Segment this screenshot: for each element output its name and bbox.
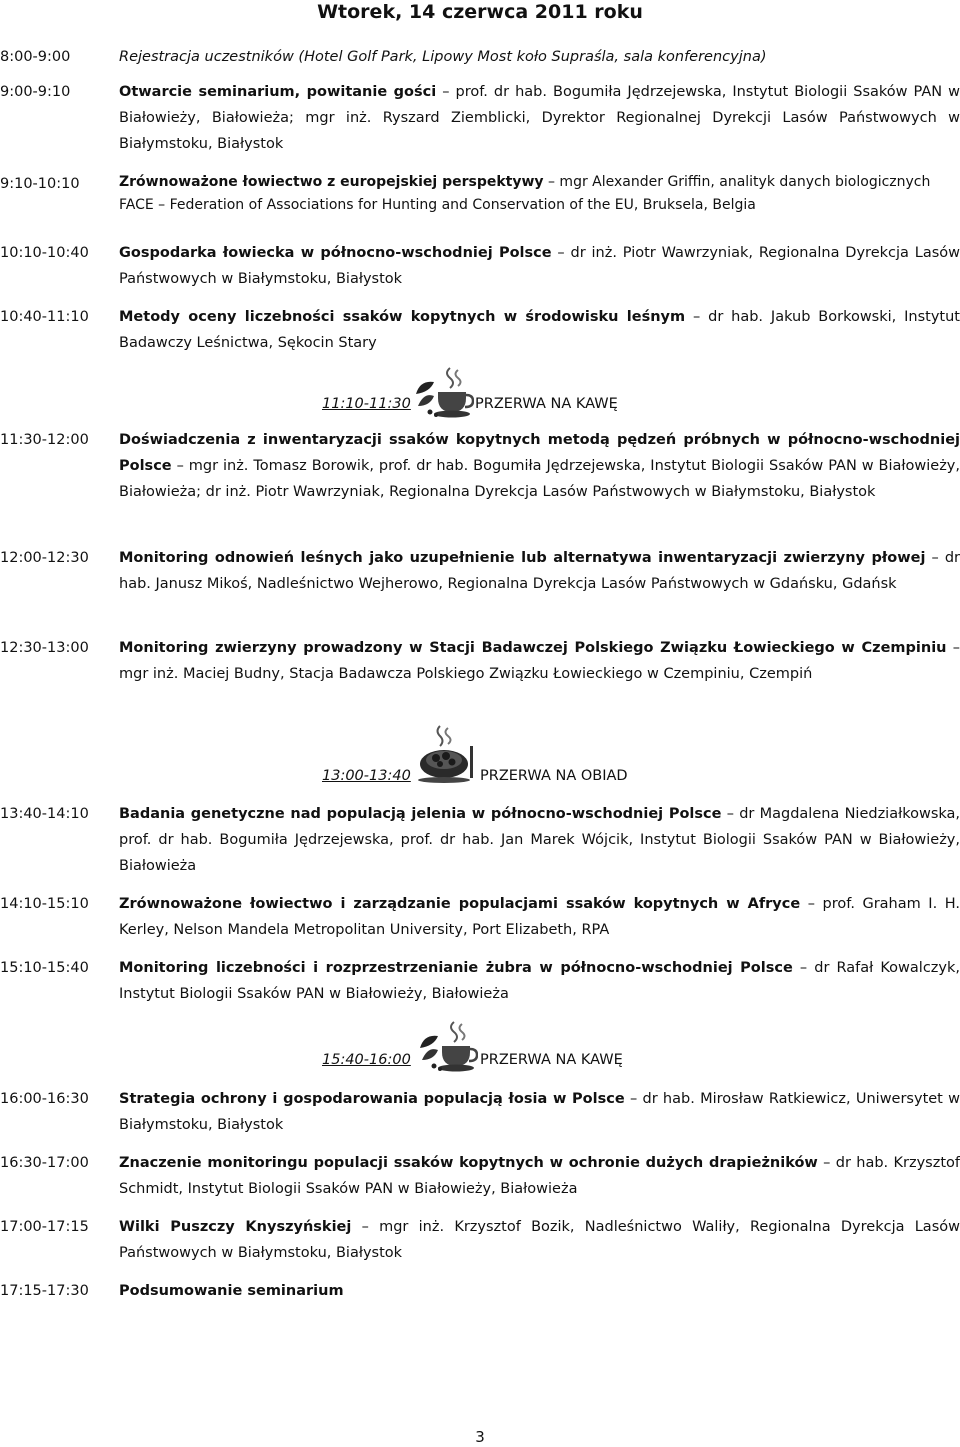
session-description — [119, 891, 960, 943]
session-description — [119, 240, 960, 292]
session-title: Zrównoważone łowiectwo z europejskiej perspektywy — [119, 174, 544, 190]
break-time: 13:00-13:40 — [322, 768, 411, 784]
session-speakers: Rejestracja uczestników (Hotel Golf Park, Lipowy Most koło Supraśla, sala konferencyjna) — [119, 49, 767, 65]
session-description — [119, 545, 960, 597]
session-speakers: – mgr inż. Krzysztof Bozik, Nadleśnictwo Waliły, Regionalna Dyrekcja Lasów Państwowych w Białymstoku, Białystok — [119, 1219, 960, 1261]
session-title: Badania genetyczne nad populacją jelenia w północno-wschodniej Polsce — [119, 806, 722, 822]
session-description — [119, 801, 960, 879]
coffee-cup-icon — [410, 364, 474, 420]
session-time: 16:00-16:30 — [0, 1091, 89, 1107]
session-description — [119, 635, 960, 687]
session-description — [119, 1214, 960, 1266]
session-title: Monitoring odnowień leśnych jako uzupełnienie lub alternatywa inwentaryzacji zwierzyny płowej — [119, 550, 926, 566]
break-label: PRZERWA NA KAWĘ — [475, 396, 618, 412]
break-label: PRZERWA NA OBIAD — [480, 768, 628, 784]
session-time: 17:00-17:15 — [0, 1219, 89, 1235]
dinner-plate-icon — [414, 724, 478, 780]
session-speakers: – dr hab. Janusz Mikoś, Nadleśnictwo Wejherowo, Regionalna Dyrekcja Lasów Państwowych w Gdańsku, Gdańsk — [119, 550, 960, 592]
session-speakers: – prof. dr hab. Bogumiła Jędrzejewska, Instytut Biologii Ssaków PAN w Białowieży, Białowieża; mgr inż. Ryszard Ziemblicki, Dyrektor Regionalnej Dyrekcji Lasów Państwowych w Białymstoku, Białystok — [119, 84, 960, 152]
break-time: 15:40-16:00 — [322, 1052, 411, 1068]
session-speakers: – dr hab. Krzysztof Schmidt, Instytut Biologii Ssaków PAN w Białowieży, Białowieża — [119, 1155, 960, 1197]
break-label: PRZERWA NA KAWĘ — [480, 1052, 623, 1068]
session-title: Doświadczenia z inwentaryzacji ssaków kopytnych metodą pędzeń próbnych w północno-wschodniej Polsce — [119, 432, 960, 474]
session-title: Gospodarka łowiecka w północno-wschodniej Polsce — [119, 245, 552, 261]
page-title: Wtorek, 14 czerwca 2011 roku — [317, 1, 643, 23]
session-speakers: – mgr inż. Tomasz Borowik, prof. dr hab. Bogumiła Jędrzejewska, Instytut Biologii Ssaków PAN w Białowieży, Białowieża; dr inż. Piotr Wawrzyniak, Regionalna Dyrekcja Lasów Państwowych w Białymstoku, Białystok — [119, 458, 960, 500]
session-time: 9:10-10:10 — [0, 176, 80, 192]
session-description — [119, 1150, 960, 1202]
session-time: 11:30-12:00 — [0, 432, 89, 448]
session-time: 16:30-17:00 — [0, 1155, 89, 1171]
session-title: Wilki Puszczy Knyszyńskiej — [119, 1219, 352, 1235]
session-description — [119, 44, 960, 70]
session-time: 9:00-9:10 — [0, 84, 71, 100]
session-title: Metody oceny liczebności ssaków kopytnych w środowisku leśnym — [119, 309, 686, 325]
session-description — [119, 171, 960, 217]
session-speakers: – dr hab. Jakub Borkowski, Instytut Badawczy Leśnictwa, Sękocin Stary — [119, 309, 960, 351]
session-speakers: – dr Rafał Kowalczyk, Instytut Biologii Ssaków PAN w Białowieży, Białowieża — [119, 960, 960, 1002]
session-time: 17:15-17:30 — [0, 1283, 89, 1299]
session-description — [119, 1086, 960, 1138]
session-title: Strategia ochrony i gospodarowania populacją łosia w Polsce — [119, 1091, 625, 1107]
session-speakers: – mgr Alexander Griffin, analityk danych biologicznych FACE – Federation of Associations for Hunting and Conservation of the EU, Bruksela, Belgia — [119, 174, 931, 213]
session-description — [119, 79, 960, 157]
session-time: 8:00-9:00 — [0, 49, 71, 65]
session-time: 10:10-10:40 — [0, 245, 89, 261]
break-time: 11:10-11:30 — [322, 396, 411, 412]
session-description — [119, 955, 960, 1007]
session-title: Podsumowanie seminarium — [119, 1283, 344, 1299]
session-time: 13:40-14:10 — [0, 806, 89, 822]
session-title: Zrównoważone łowiectwo i zarządzanie populacjami ssaków kopytnych w Afryce — [119, 896, 801, 912]
session-title: Monitoring zwierzyny prowadzony w Stacji Badawczej Polskiego Związku Łowieckiego w Czempiniu — [119, 640, 947, 656]
coffee-cup-icon — [414, 1018, 478, 1074]
session-time: 10:40-11:10 — [0, 309, 89, 325]
session-description — [119, 304, 960, 356]
page-number: 3 — [475, 1428, 485, 1446]
session-title: Znaczenie monitoringu populacji ssaków kopytnych w ochronie dużych drapieżników — [119, 1155, 818, 1171]
session-time: 12:30-13:00 — [0, 640, 89, 656]
session-speakers: – mgr inż. Maciej Budny, Stacja Badawcza Polskiego Związku Łowieckiego w Czempiniu, Czempiń — [119, 640, 960, 682]
session-title: Otwarcie seminarium, powitanie gości — [119, 84, 437, 100]
session-speakers: – dr Magdalena Niedziałkowska, prof. dr hab. Bogumiła Jędrzejewska, prof. dr hab. Jan Marek Wójcik, Instytut Biologii Ssaków PAN w Białowieży, Białowieża — [119, 806, 960, 874]
session-description — [119, 427, 960, 505]
session-speakers: – dr hab. Mirosław Ratkiewicz, Uniwersytet w Białymstoku, Białystok — [119, 1091, 960, 1133]
session-speakers: – dr inż. Piotr Wawrzyniak, Regionalna Dyrekcja Lasów Państwowych w Białymstoku, Białystok — [119, 245, 960, 287]
session-description — [119, 1278, 960, 1304]
session-time: 14:10-15:10 — [0, 896, 89, 912]
session-speakers: – prof. Graham I. H. Kerley, Nelson Mandela Metropolitan University, Port Elizabeth, RPA — [119, 896, 960, 938]
session-title: Monitoring liczebności i rozprzestrzenianie żubra w północno-wschodniej Polsce — [119, 960, 793, 976]
session-time: 15:10-15:40 — [0, 960, 89, 976]
session-time: 12:00-12:30 — [0, 550, 89, 566]
